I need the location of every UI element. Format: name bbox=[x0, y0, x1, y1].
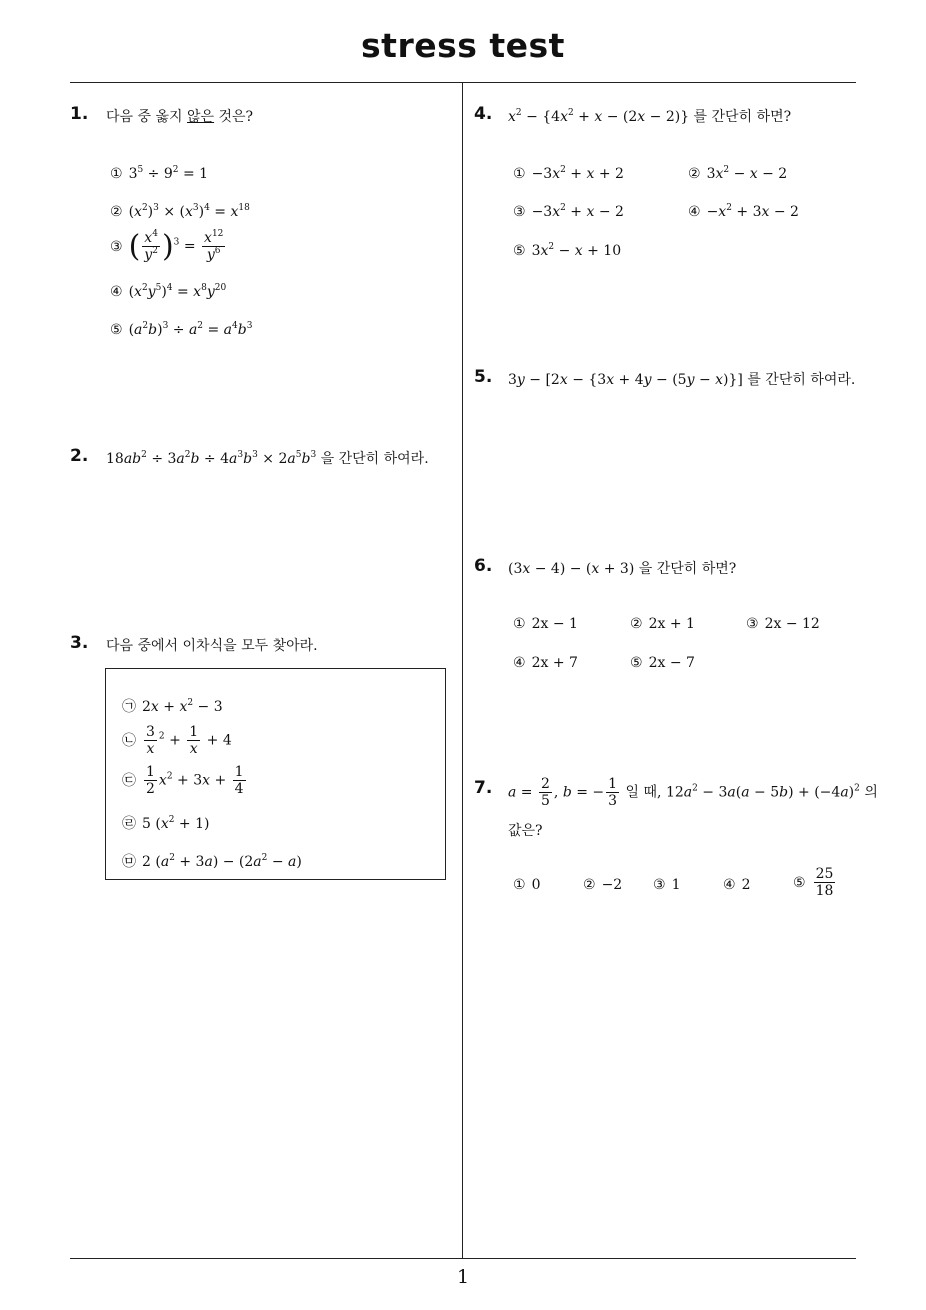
option-marker: ④ bbox=[723, 877, 736, 893]
option-marker: ③ bbox=[110, 238, 123, 255]
q3-item-3: ㉢ $\frac{1}{2}$ $x^2 + 3x$ + $\frac{1}{4}$ bbox=[122, 764, 244, 797]
option-marker: ⑤ bbox=[793, 874, 806, 891]
option-value: 2x + 7 bbox=[531, 655, 578, 671]
option-marker: ③ bbox=[746, 616, 759, 632]
question-7-text: a = $\frac{2}{5}$ , b = − $\frac{1}{3}$ 일 때, $12a^2 - 3a(a - 5b) + (-4a)^2$ 의 bbox=[508, 776, 878, 809]
q7-option-2[interactable] bbox=[583, 877, 622, 893]
q4-option-3[interactable]: ③ $-3x^2 + x - 2$ bbox=[513, 203, 624, 220]
question-1-text bbox=[106, 106, 253, 126]
option-marker: ⑤ bbox=[110, 322, 123, 338]
q6-option-2[interactable] bbox=[630, 616, 695, 632]
q4-option-5[interactable]: ⑤ $3x^2 - x + 10$ bbox=[513, 242, 622, 259]
q4-option-1[interactable]: ① $-3x^2 + x + 2$ bbox=[513, 165, 624, 182]
option-marker: ② bbox=[630, 616, 643, 632]
option-marker: ④ bbox=[513, 655, 526, 671]
question-number-7: 7. bbox=[474, 778, 493, 798]
question-5-text: 3y − [2x − {3x + 4y − (5y − x)}] 를 간단히 하여라. bbox=[508, 372, 856, 388]
q4-option-2[interactable]: ② $3x^2 - x - 2$ bbox=[688, 165, 788, 182]
question-number-4: 4. bbox=[474, 104, 493, 124]
question-number-6: 6. bbox=[474, 556, 493, 576]
option-value: 2 bbox=[741, 877, 751, 893]
q4-suffix: 를 간단히 하면? bbox=[693, 109, 792, 125]
item-marker: ㉢ bbox=[122, 772, 136, 789]
q3-item-5: ㉤ 2 $(a^2 + 3a) - (2a^2 - a)$ bbox=[122, 853, 302, 870]
q7-option-5[interactable] bbox=[793, 866, 837, 899]
question-number-5: 5. bbox=[474, 367, 493, 387]
page-number: 1 bbox=[456, 1266, 470, 1288]
option-marker: ① bbox=[513, 877, 526, 893]
page-title: stress test bbox=[361, 26, 565, 65]
option-value: 2x − 7 bbox=[648, 655, 695, 671]
q4-option-4[interactable]: ④ $-x^2 + 3x - 2$ bbox=[688, 203, 799, 220]
bottom-rule bbox=[70, 1258, 856, 1259]
option-marker: ③ bbox=[653, 877, 666, 893]
q5-suffix: 를 간단히 하여라. bbox=[747, 372, 856, 388]
option-marker: ④ bbox=[688, 204, 701, 220]
q6-option-3[interactable] bbox=[746, 616, 820, 632]
q7-option-5-fraction bbox=[814, 866, 836, 899]
fraction-denominator: 18 bbox=[815, 883, 834, 899]
q7-suffix: 의 bbox=[864, 784, 878, 801]
question-number-1: 1. bbox=[70, 104, 89, 124]
q6-option-1[interactable] bbox=[513, 616, 578, 632]
q7-option-3[interactable] bbox=[653, 877, 680, 893]
q3-item-1: ㉠ $2x + x^2 - 3$ bbox=[122, 698, 223, 715]
option-marker: ② bbox=[110, 204, 123, 220]
option-marker: ② bbox=[688, 166, 701, 182]
column-divider bbox=[462, 82, 463, 1258]
option-value: 2x − 12 bbox=[764, 616, 820, 632]
q1-text-after: 것은? bbox=[214, 109, 254, 125]
item-marker: ㉡ bbox=[122, 732, 136, 749]
option-value: −2 bbox=[601, 877, 623, 893]
q1-option-1[interactable]: ① $3^5 \div 9^2 = 1$ bbox=[110, 165, 209, 182]
q3-item-2: ㉡ $\frac{3}{x}$ $^2$ + $\frac{1}{x}$ + 4 bbox=[122, 724, 232, 757]
question-6-text: (3x − 4) − (x + 3) 을 간단히 하면? bbox=[508, 561, 737, 577]
item-marker: ㉠ bbox=[122, 699, 136, 715]
q1-text-before: 다음 중 옳지 bbox=[106, 109, 187, 125]
item-marker: ㉤ bbox=[122, 854, 136, 870]
option-marker: ⑤ bbox=[630, 655, 643, 671]
option-marker: ① bbox=[110, 166, 123, 182]
q3-item-4: ㉣ 5 $(x^2 + 1)$ bbox=[122, 815, 210, 832]
top-rule bbox=[70, 82, 856, 83]
option-marker: ① bbox=[513, 616, 526, 632]
option-marker: ② bbox=[583, 877, 596, 893]
question-number-3: 3. bbox=[70, 633, 89, 653]
q7-option-1[interactable] bbox=[513, 877, 540, 893]
option-value: 0 bbox=[531, 877, 541, 893]
q6-suffix: 을 간단히 하면? bbox=[638, 561, 737, 577]
question-number-2: 2. bbox=[70, 446, 89, 466]
q1-option-5[interactable]: ⑤ $(a^2b)^3 \div a^2 = a^4b^3$ bbox=[110, 321, 253, 338]
q7-middle: 일 때, bbox=[625, 784, 662, 801]
option-value: 2x + 1 bbox=[648, 616, 695, 632]
option-marker: ③ bbox=[513, 204, 526, 220]
q1-text-underlined: 않은 bbox=[186, 109, 215, 125]
q6-option-5[interactable] bbox=[630, 655, 695, 671]
question-2-text: $18ab^2 \div 3a^2b \div 4a^3b^3 \times 2a^5b^3$ 을 간단히 하여라. bbox=[106, 450, 429, 467]
question-3-text: 다음 중에서 이차식을 모두 찾아라. bbox=[106, 638, 318, 654]
q1-option-3[interactable]: ③ ( $\frac{x^4}{y^2}$ )$^3$ = $\frac{x^{12}}{y^6}$ bbox=[110, 229, 224, 264]
option-value: 1 bbox=[671, 877, 681, 893]
q1-option-2[interactable]: ② $(x^2)^3 \times (x^3)^4 = x^{18}$ bbox=[110, 203, 250, 220]
q7-option-4[interactable] bbox=[723, 877, 750, 893]
q1-option-4[interactable]: ④ $(x^2y^5)^4 = x^8y^{20}$ bbox=[110, 283, 227, 300]
fraction-numerator: 25 bbox=[815, 866, 834, 882]
question-7-line2: 값은? bbox=[508, 823, 543, 839]
option-marker: ① bbox=[513, 166, 526, 182]
item-marker: ㉣ bbox=[122, 816, 136, 832]
option-marker: ④ bbox=[110, 284, 123, 300]
option-marker: ⑤ bbox=[513, 243, 526, 259]
question-4-text: $x^2 - \{4x^2 + x - (2x - 2)\}$ 를 간단히 하면? bbox=[508, 108, 792, 125]
option-value: 2x − 1 bbox=[531, 616, 578, 632]
q2-suffix: 을 간단히 하여라. bbox=[320, 451, 429, 467]
q6-option-4[interactable] bbox=[513, 655, 578, 671]
